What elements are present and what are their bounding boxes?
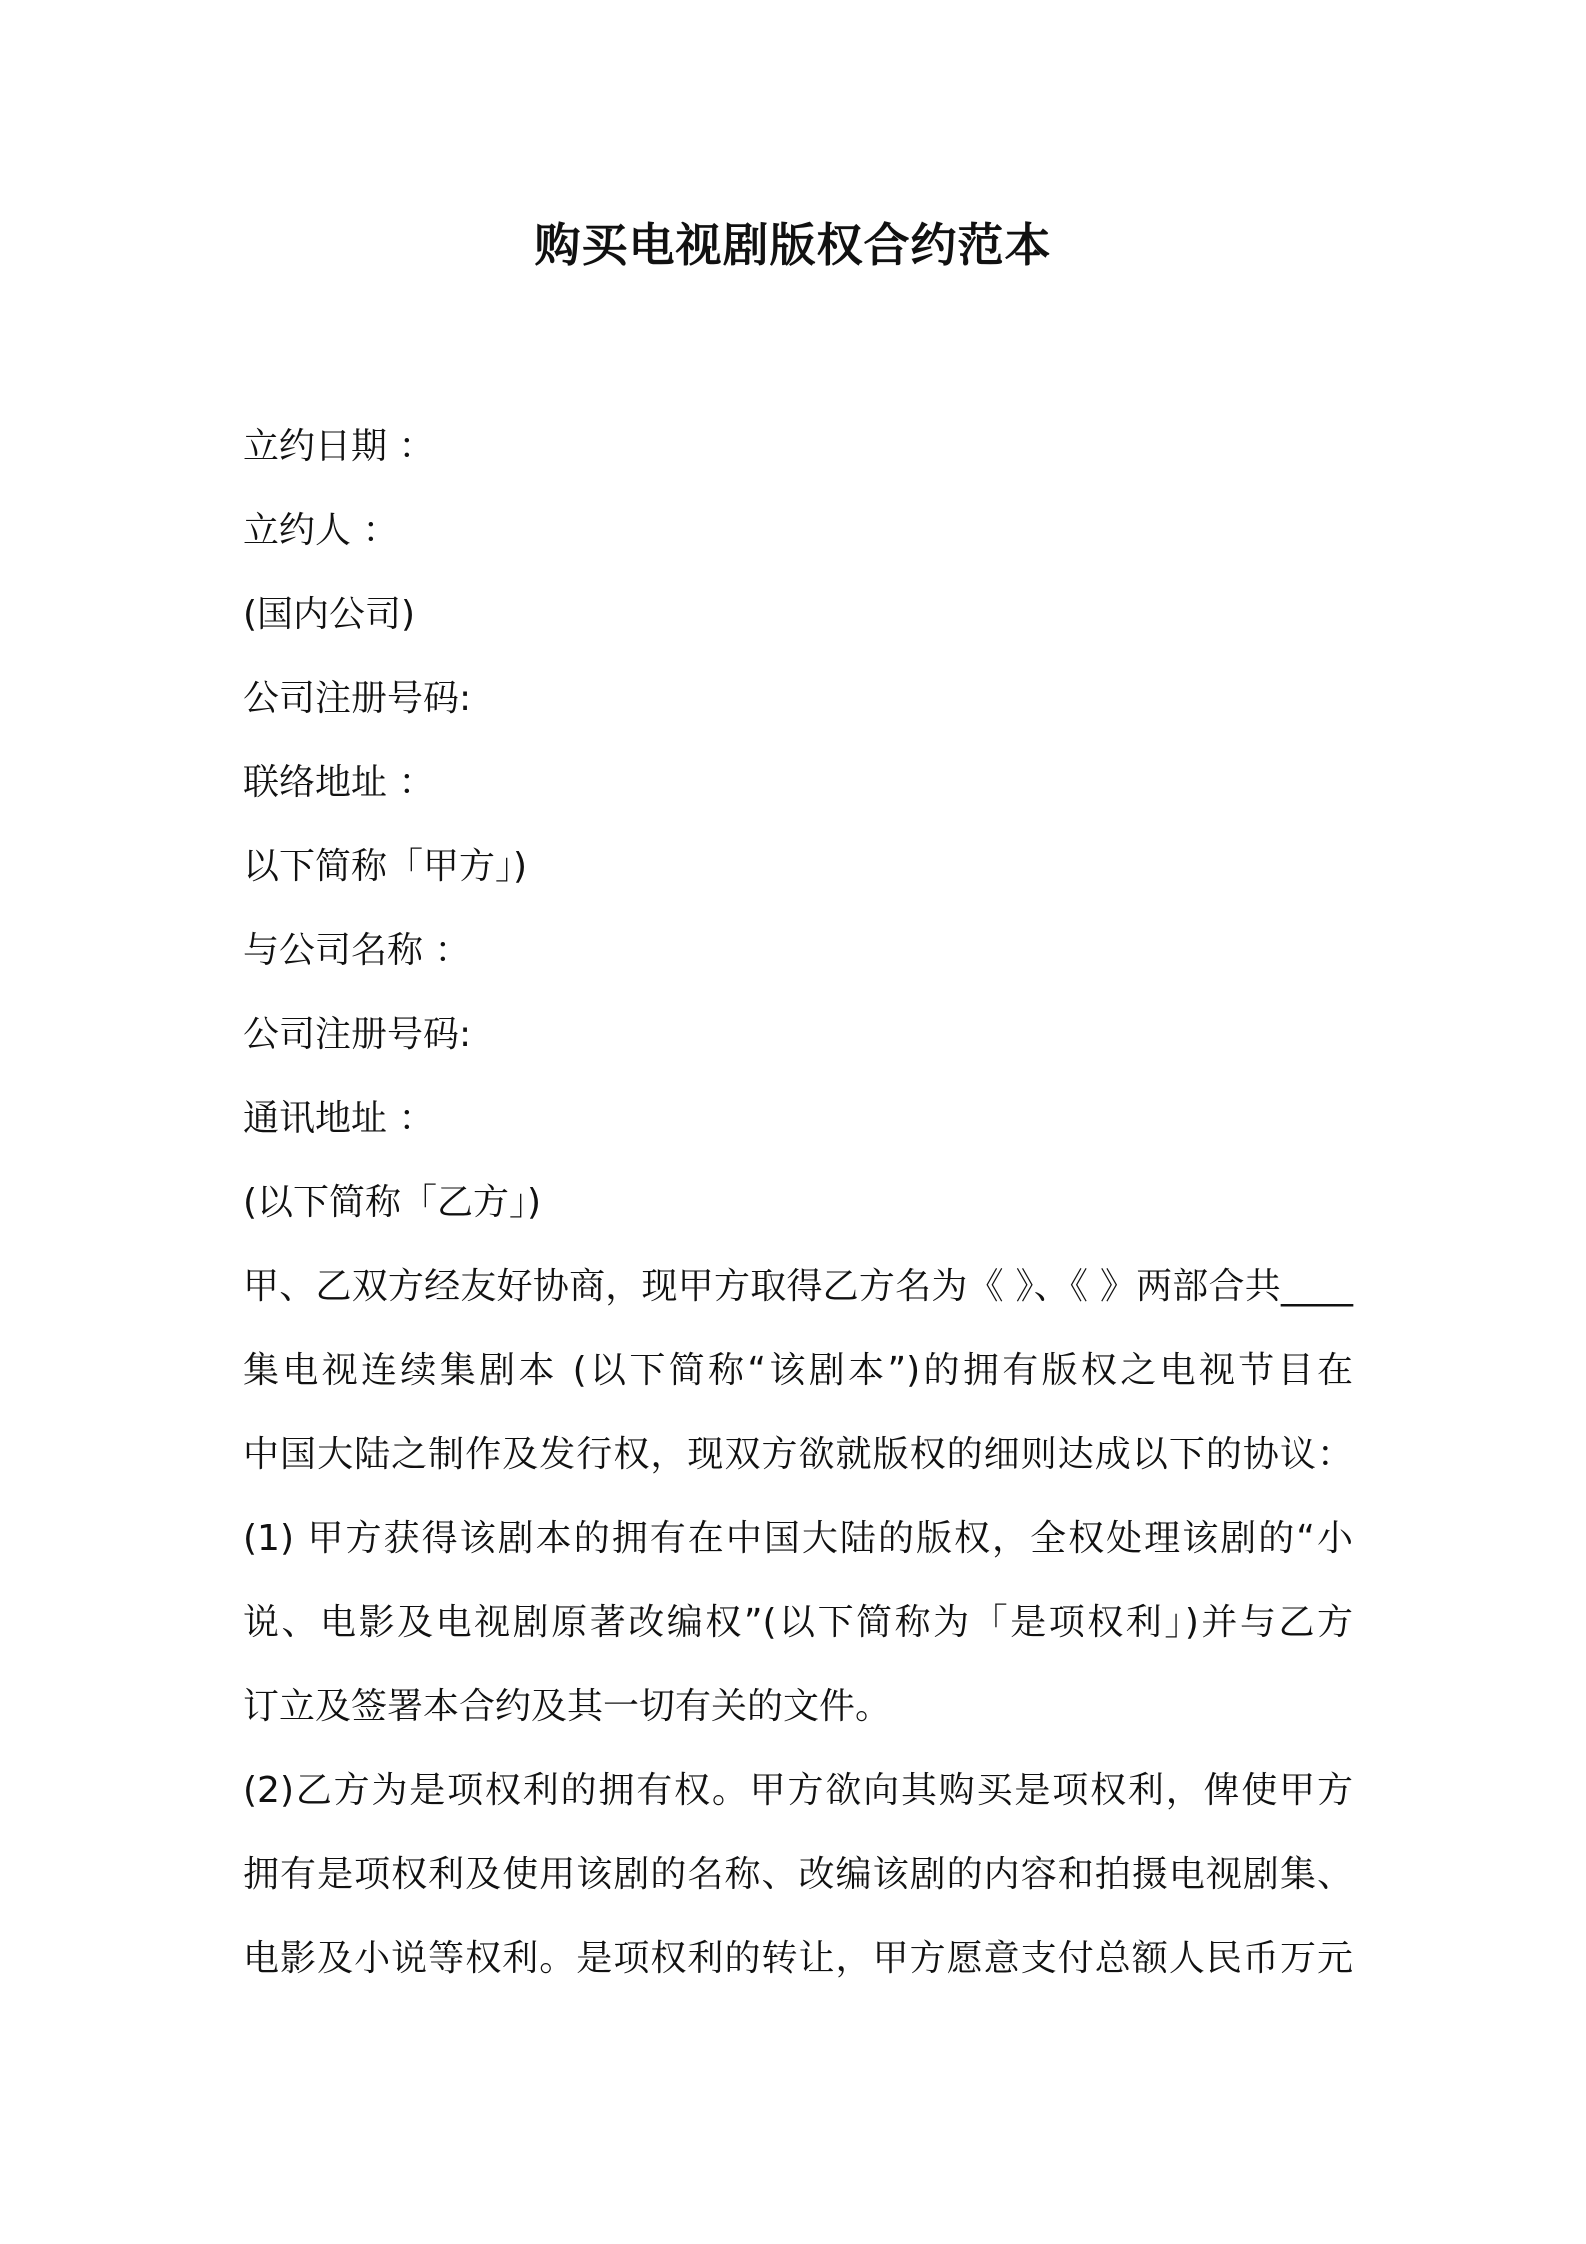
field-mailing-address: 通讯地址 ： xyxy=(243,1098,435,1139)
paragraph-clause-2 xyxy=(243,1749,1353,2001)
field-contact-address: 联络地址 ： xyxy=(243,762,435,803)
field-domestic-company: (国内公司) xyxy=(243,594,416,635)
paragraph-clause-1 xyxy=(243,1497,1353,1749)
paragraph-line: (1) 甲方获得该剧本的拥有在中国大陆的版权，全权处理该剧的“小 xyxy=(243,1518,1353,1559)
paragraph-line: 说、电影及电视剧原著改编权”(以下简称为「是项权利」)并与乙方 xyxy=(243,1602,1353,1643)
paragraph-preamble xyxy=(243,1245,1353,1497)
paragraph-line: 订立及签署本合约及其一切有关的文件。 xyxy=(243,1686,892,1727)
document-title: 购买电视剧版权合约范本 xyxy=(534,218,1052,272)
document-body xyxy=(243,405,1353,2001)
paragraph-line: 集电视连续集剧本 (以下简称“该剧本”)的拥有版权之电视节目在 xyxy=(243,1350,1353,1391)
field-company-registration-number: 公司注册号码: xyxy=(243,678,472,719)
paragraph-line: (2)乙方为是项权利的拥有权。甲方欲向其购买是项权利，俾使甲方 xyxy=(243,1770,1353,1811)
paragraph-line: 电影及小说等权利。是项权利的转让，甲方愿意支付总额人民币万元 xyxy=(243,1938,1353,1979)
paragraph-line: 甲、乙双方经友好协商，现甲方取得乙方名为《 》、《 》两部合共____ xyxy=(243,1266,1353,1307)
field-company-name: 与公司名称 ： xyxy=(243,930,471,971)
paragraph-line: 中国大陆之制作及发行权，现双方欲就版权的细则达成以下的协议： xyxy=(243,1434,1353,1475)
field-party-b-abbrev: (以下简称「乙方」) xyxy=(243,1182,542,1223)
field-party-a-abbrev: 以下简称「甲方」) xyxy=(243,846,528,887)
field-company-registration-number-b: 公司注册号码: xyxy=(243,1014,472,1055)
field-contract-date: 立约日期 ： xyxy=(243,426,435,467)
field-contracting-party: 立约人 ： xyxy=(243,510,399,551)
paragraph-line: 拥有是项权利及使用该剧的名称、改编该剧的内容和拍摄电视剧集、 xyxy=(243,1854,1353,1895)
